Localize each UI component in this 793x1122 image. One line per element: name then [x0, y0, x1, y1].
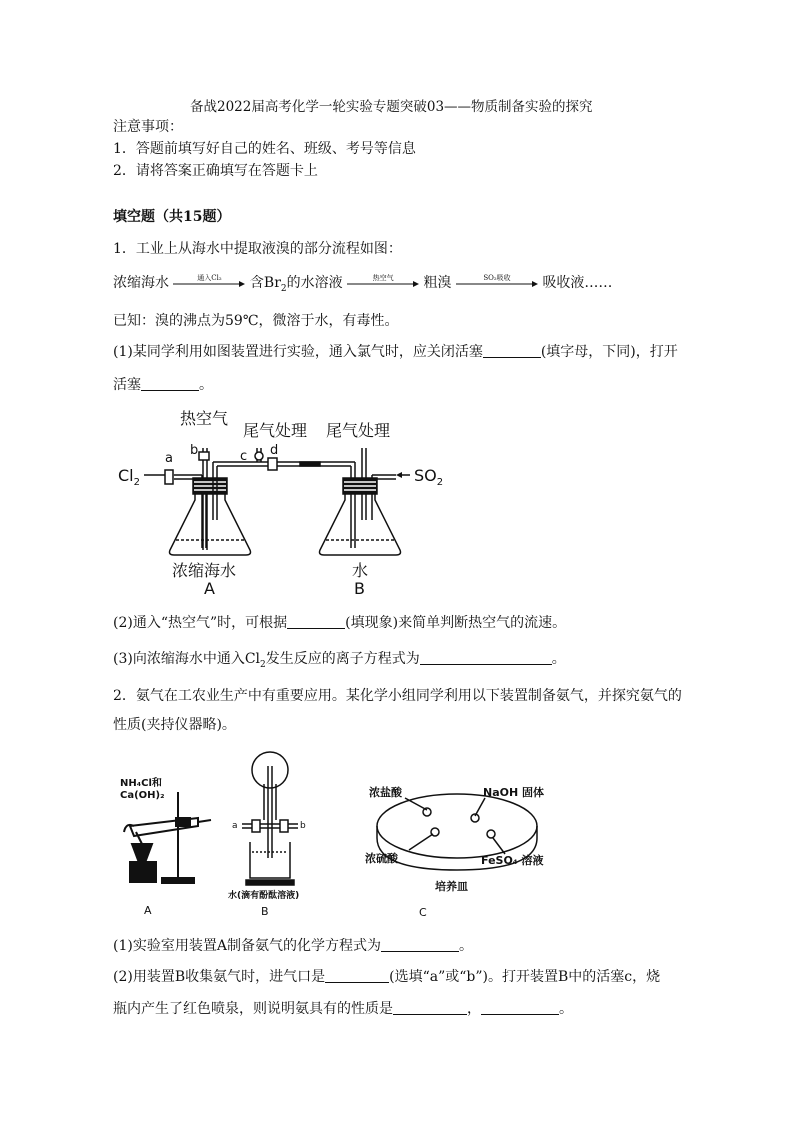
svg-text:Ca(OH)₂: Ca(OH)₂ [120, 790, 165, 801]
section-heading: 填空题（共15题） [113, 209, 231, 225]
q2-fig-b-label: B [261, 905, 269, 918]
q1-part3: (3)向浓缩海水中通入$Cl_2$发生反应的离子方程式为 。 [113, 651, 566, 670]
q2-part2-line1: (2)用装置B收集氨气时，进气口是 (选填“a”或“b”)。打开装置B中的活塞c，烧 [113, 969, 661, 985]
arrow-right-icon [347, 281, 419, 287]
fig-cl2-label: $Cl_2$ [118, 466, 140, 488]
fig-tail-gas-1: 尾气处理 [243, 421, 308, 440]
answer-blank[interactable] [481, 1000, 559, 1015]
q1-part2: (2)通入“热空气”时，可根据 (填现象)来简单判断热空气的流速。 [113, 615, 567, 631]
fig-flask-b-label: 水 [352, 561, 369, 580]
page-title: 备战2022届高考化学一轮实验专题突破03——物质制备实验的探究 [190, 99, 593, 115]
q2-fig-c-label: C [419, 906, 427, 919]
answer-blank[interactable] [420, 650, 552, 665]
q2-apparatus-b [228, 748, 338, 920]
fig-valve-b: b [190, 443, 199, 458]
q2-fig-c-dish: 培养皿 [435, 880, 468, 893]
answer-blank[interactable] [393, 1000, 467, 1015]
svg-text:a: a [232, 821, 238, 831]
svg-text:b: b [300, 821, 306, 831]
q1-apparatus-figure [110, 400, 460, 600]
arrow-right-icon [173, 281, 245, 287]
flow-arrow-2 [347, 274, 419, 288]
q1-part1-line1: (1)某同学利用如图装置进行实验，通入氯气时，应关闭活塞 (填字母，下同)，打开 [113, 344, 678, 360]
fig-flask-a-label: 浓缩海水 [172, 561, 237, 580]
fig-valve-a: a [165, 451, 173, 466]
fig-hot-air-label: 热空气 [180, 409, 229, 428]
q2-fig-c-naoh: NaOH 固体 [483, 786, 545, 799]
q1-part1-line2: 活塞 。 [113, 377, 213, 393]
flow-step-2: 含$Br_2$的水溶液 [249, 275, 343, 294]
answer-blank[interactable] [141, 376, 199, 391]
q2-stem-line2: 性质(夹持仪器略)。 [113, 717, 236, 733]
fig-valve-d: d [270, 443, 279, 458]
flow-step-4: 吸收液…… [542, 275, 613, 291]
flow-step-3: 粗溴 [423, 275, 452, 291]
q2-apparatus-c [365, 778, 575, 920]
q2-fig-b-water: 水(滴有酚酞溶液) [228, 891, 300, 901]
q2-fig-a-label: A [144, 904, 152, 917]
svg-text:NH₄Cl和: NH₄Cl和 [120, 778, 162, 789]
fig-so2-label: $SO_2$ [414, 466, 444, 488]
q2-part1: (1)实验室用装置A制备氨气的化学方程式为 。 [113, 938, 473, 954]
flow-arrow-label-3: SO₂吸收 [483, 274, 511, 282]
notice-title: 注意事项： [113, 119, 183, 135]
notice-item-1: 1．答题前填写好自己的姓名、班级、考号等信息 [113, 141, 416, 157]
fig-flask-b-letter: B [354, 579, 365, 598]
flow-step-1: 浓缩海水 [113, 275, 169, 291]
q2-stem-line1: 2．氨气在工农业生产中有重要应用。某化学小组同学利用以下装置制备氨气，并探究氨气的 [113, 688, 682, 704]
q2-fig-c-hcl: 浓盐酸 [369, 786, 402, 799]
q2-fig-c-h2so4: 浓硫酸 [365, 852, 398, 865]
arrow-right-icon [456, 281, 538, 287]
fig-tail-gas-2: 尾气处理 [326, 421, 391, 440]
answer-blank[interactable] [325, 968, 389, 983]
answer-blank[interactable] [381, 937, 459, 952]
flow-arrow-1 [173, 274, 245, 288]
q2-fig-c-feso4: FeSO₄ 溶液 [481, 854, 544, 867]
answer-blank[interactable] [287, 614, 345, 629]
q1-stem: 1．工业上从海水中提取液溴的部分流程如图： [113, 241, 402, 257]
q1-flow [113, 274, 612, 298]
notice-item-2: 2．请将答案正确填写在答题卡上 [113, 163, 318, 179]
fig-flask-a-letter: A [204, 579, 215, 598]
flow-arrow-label-2: 热空气 [372, 274, 394, 282]
flow-arrow-label-1: 通入Cl₂ [197, 274, 222, 282]
fig-valve-c: c [240, 449, 248, 464]
q2-part2-line2: 瓶内产生了红色喷泉，则说明氨具有的性质是 ， 。 [113, 1001, 573, 1017]
answer-blank[interactable] [483, 343, 541, 358]
q1-known: 已知：溴的沸点为59℃，微溶于水，有毒性。 [113, 313, 399, 329]
q2-apparatus-a [116, 770, 226, 920]
flow-arrow-3 [456, 274, 538, 288]
